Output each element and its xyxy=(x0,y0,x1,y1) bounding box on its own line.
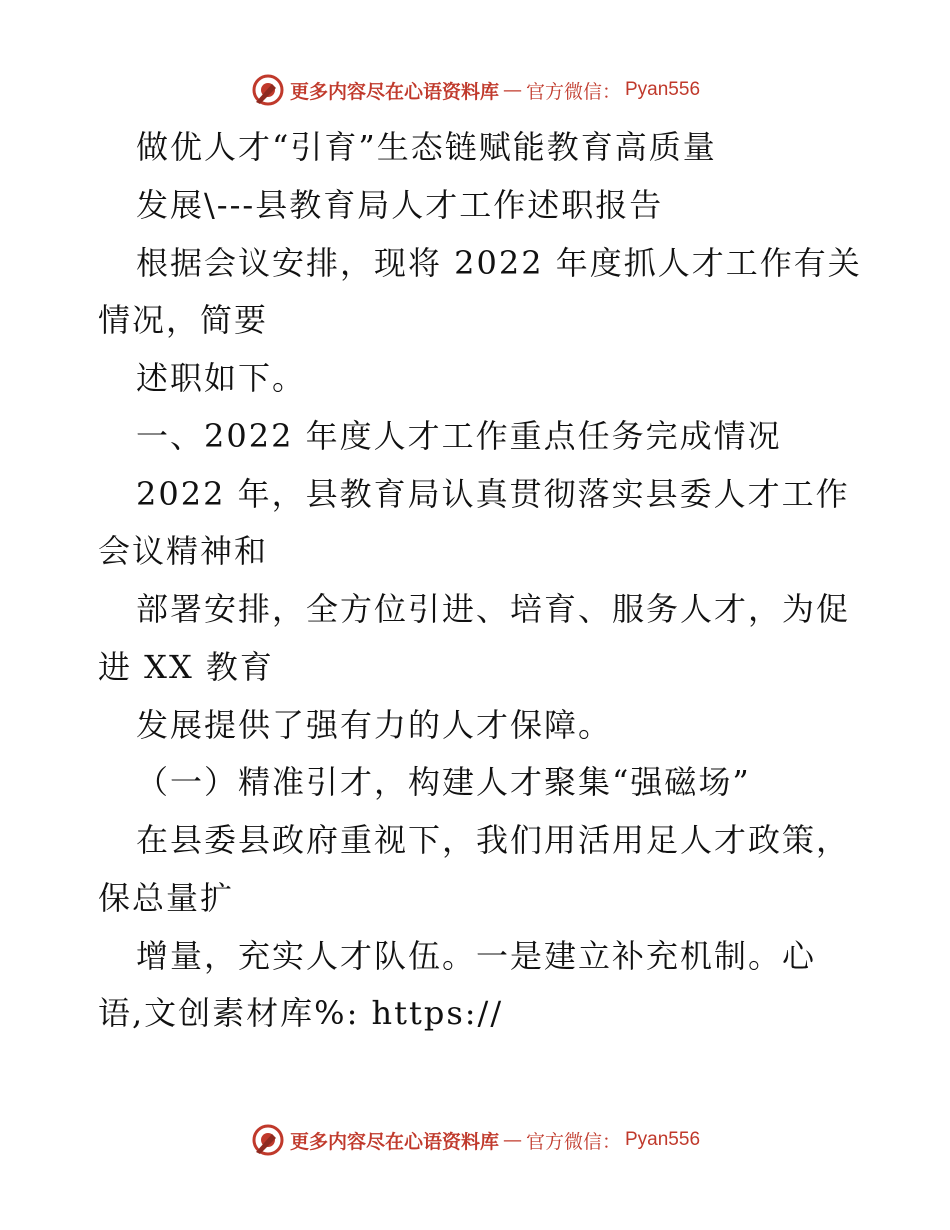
paragraph-line: 语,文创素材库%: https:// xyxy=(98,994,504,1032)
paragraph-line: 会议精神和 xyxy=(98,532,269,570)
pen-logo-icon xyxy=(250,72,286,108)
subsection-heading: （一）精准引才，构建人才聚集“强磁场” xyxy=(136,763,751,801)
watermark-dash: — xyxy=(502,79,522,101)
document-title-line-1: 做优人才“引育”生态链赋能教育高质量 xyxy=(136,128,717,166)
pen-logo-icon xyxy=(250,1122,286,1158)
watermark-site-text: 更多内容尽在心语资料库 xyxy=(289,80,499,103)
paragraph-line: 在县委县政府重视下，我们用活用足人才政策， xyxy=(136,821,851,859)
paragraph-line: 2022 年，县教育局认真贯彻落实县委人才工作 xyxy=(136,475,850,513)
watermark-dash: — xyxy=(502,1129,522,1151)
section-heading: 一、2022 年度人才工作重点任务完成情况 xyxy=(136,417,782,455)
watermark-wechat-id: Pyan556 xyxy=(625,1129,701,1150)
watermark-wechat-label: 官方微信： xyxy=(525,80,621,103)
paragraph-line: 述职如下。 xyxy=(136,359,307,397)
footer-watermark xyxy=(0,1120,950,1160)
watermark-wechat-label: 官方微信： xyxy=(525,1130,621,1153)
paragraph-line: 部署安排，全方位引进、培育、服务人才，为促 xyxy=(136,590,851,628)
watermark-wechat-id: Pyan556 xyxy=(625,79,701,100)
watermark-site-text: 更多内容尽在心语资料库 xyxy=(289,1130,499,1153)
header-watermark xyxy=(0,70,950,110)
paragraph-line: 进 XX 教育 xyxy=(98,648,274,686)
paragraph-line: 保总量扩 xyxy=(98,879,235,917)
paragraph-line: 根据会议安排，现将 2022 年度抓人才工作有关 xyxy=(136,244,862,282)
document-title-line-2: 发展\---县教育局人才工作述职报告 xyxy=(136,186,664,224)
paragraph-line: 发展提供了强有力的人才保障。 xyxy=(136,706,613,744)
paragraph-line: 情况，简要 xyxy=(98,301,269,339)
paragraph-line: 增量，充实人才队伍。一是建立补充机制。心 xyxy=(136,937,817,975)
